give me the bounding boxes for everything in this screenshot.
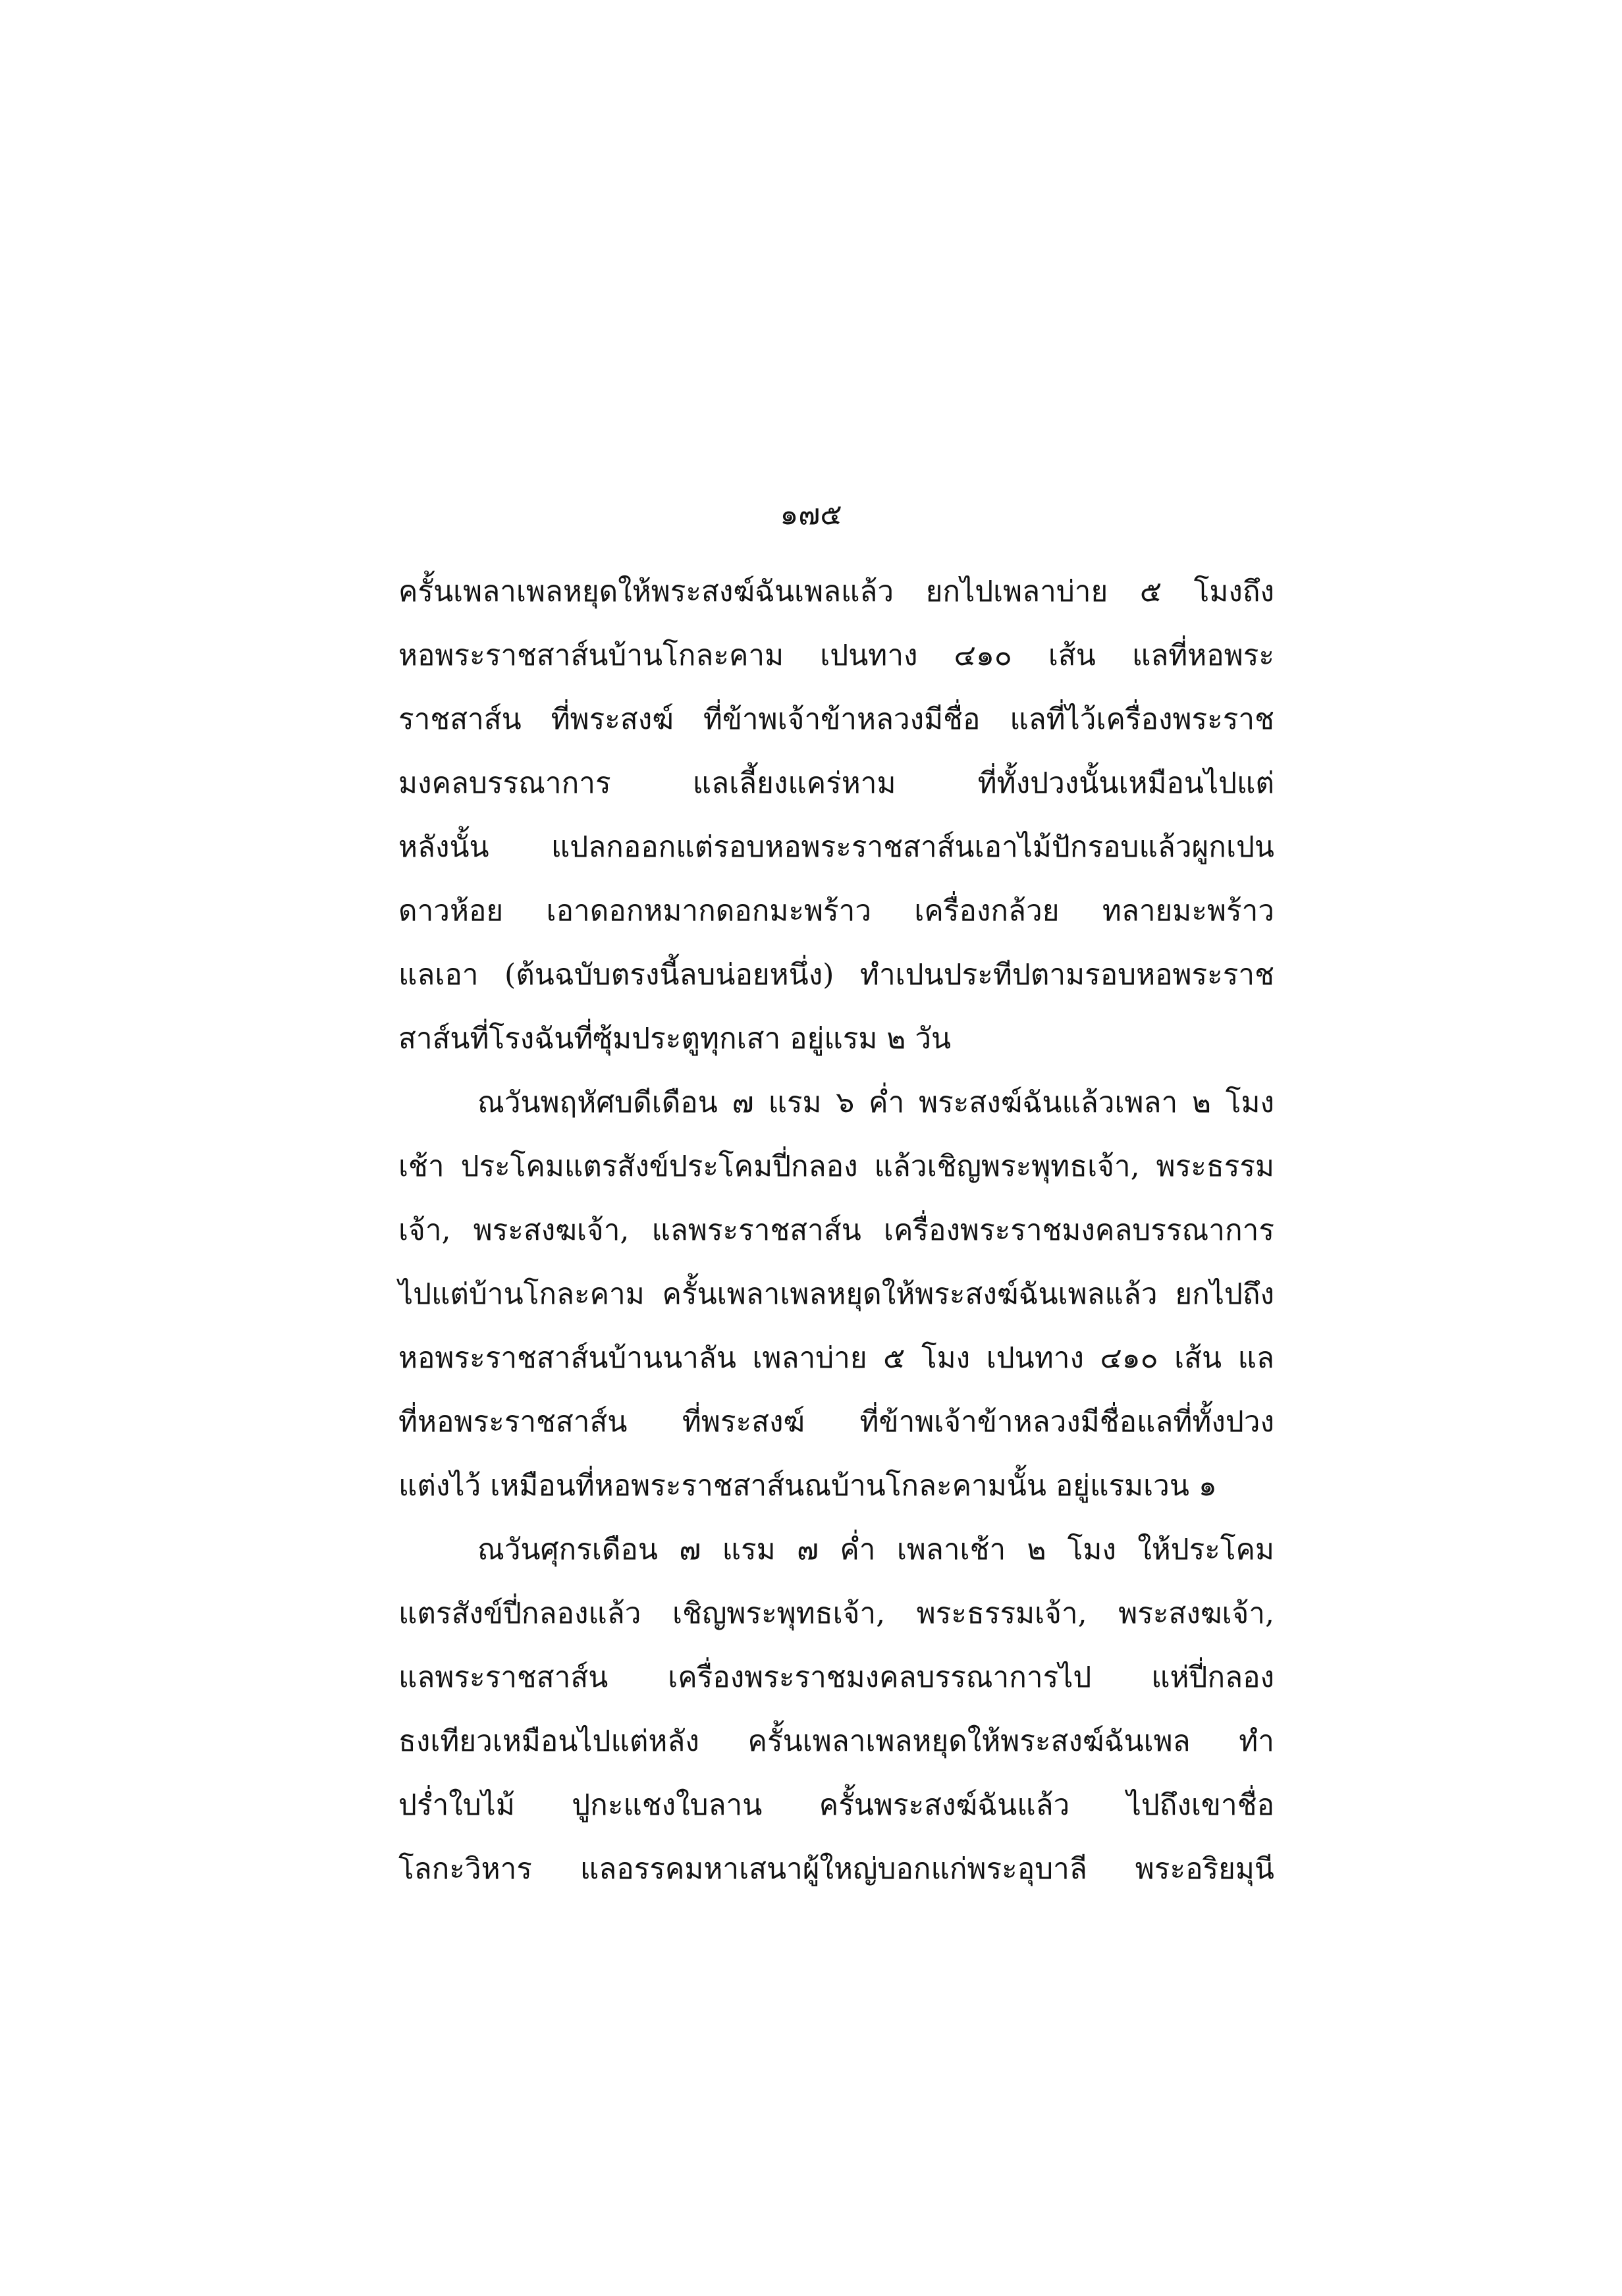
body-text — [398, 560, 1274, 1901]
text-line: ณวันพฤหัศบดีเดือน ๗ แรม ๖ ค่ำ พระสงฆ์ฉันแล้วเพลา ๒ โมง — [477, 1086, 1274, 1119]
text-line: ที่หอพระราชสาส์น ที่พระสงฆ์ ที่ข้าพเจ้าข้าหลวงมีชื่อแลที่ทั้งปวง — [398, 1405, 1274, 1439]
text-line: หอพระราชสาส์นบ้านนาลัน เพลาบ่าย ๕ โมง เปนทาง ๔๑๐ เส้น แล — [398, 1341, 1274, 1375]
text-line: ธงเทียวเหมือนไปแต่หลัง ครั้นเพลาเพลหยุดให้พระสงฆ์ฉันเพล ทำ — [398, 1724, 1274, 1758]
text-line: ณวันศุกรเดือน ๗ แรม ๗ ค่ำ เพลาเช้า ๒ โมง ให้ประโคม — [477, 1533, 1274, 1566]
page-number: ๑๗๕ — [780, 498, 842, 531]
text-line: มงคลบรรณาการ แลเลี้ยงแคร่หาม ที่ทั้งปวงนั้นเหมือนไปแต่ — [398, 766, 1274, 800]
text-line: ปร่ำใบไม้ ปูกะแชงใบลาน ครั้นพระสงฆ์ฉันแล้ว ไปถึงเขาชื่อ — [398, 1788, 1274, 1822]
text-line: แลพระราชสาส์น เครื่องพระราชมงคลบรรณาการไป แห่ปี่กลอง — [398, 1661, 1274, 1694]
text-line: แต่งไว้ เหมือนที่หอพระราชสาส์นณบ้านโกละคามนั้น อยู่แรมเวน ๑ — [398, 1469, 1217, 1503]
text-line: เช้า ประโคมแตรสังข์ประโคมปี่กลอง แล้วเชิญพระพุทธเจ้า, พระธรรม — [398, 1150, 1274, 1183]
text-line: แลเอา (ต้นฉบับตรงนี้ลบน่อยหนึ่ง) ทำเปนประทีปตามรอบหอพระราช — [398, 958, 1274, 992]
text-line: ไปแต่บ้านโกละคาม ครั้นเพลาเพลหยุดให้พระสงฆ์ฉันเพลแล้ว ยกไปถึง — [398, 1277, 1274, 1311]
text-line: ราชสาส์น ที่พระสงฆ์ ที่ข้าพเจ้าข้าหลวงมีชื่อ แลที่ไว้เครื่องพระราช — [398, 703, 1274, 736]
text-line: ครั้นเพลาเพลหยุดให้พระสงฆ์ฉันเพลแล้ว ยกไปเพลาบ่าย ๕ โมงถึง — [398, 575, 1274, 608]
text-line: เจ้า, พระสงฆเจ้า, แลพระราชสาส์น เครื่องพระราชมงคลบรรณาการ — [398, 1214, 1274, 1247]
text-line: แตรสังข์ปี่กลองแล้ว เชิญพระพุทธเจ้า, พระธรรมเจ้า, พระสงฆเจ้า, — [398, 1597, 1274, 1630]
text-line: ดาวห้อย เอาดอกหมากดอกมะพร้าว เครื่องกล้วย ทลายมะพร้าว — [398, 894, 1274, 928]
text-line: หลังนั้น แปลกออกแต่รอบหอพระราชสาส์นเอาไม้ปักรอบแล้วผูกเปน — [398, 830, 1274, 864]
text-line: สาส์นที่โรงฉันที่ซุ้มประตูทุกเสา อยู่แรม ๒ วัน — [398, 1022, 952, 1055]
text-line: หอพระราชสาส์นบ้านโกละคาม เปนทาง ๔๑๐ เส้น แลที่หอพระ — [398, 639, 1274, 672]
text-line: โลกะวิหาร แลอรรคมหาเสนาผู้ใหญ่บอกแก่พระอุบาลี พระอริยมุนี — [398, 1852, 1274, 1886]
